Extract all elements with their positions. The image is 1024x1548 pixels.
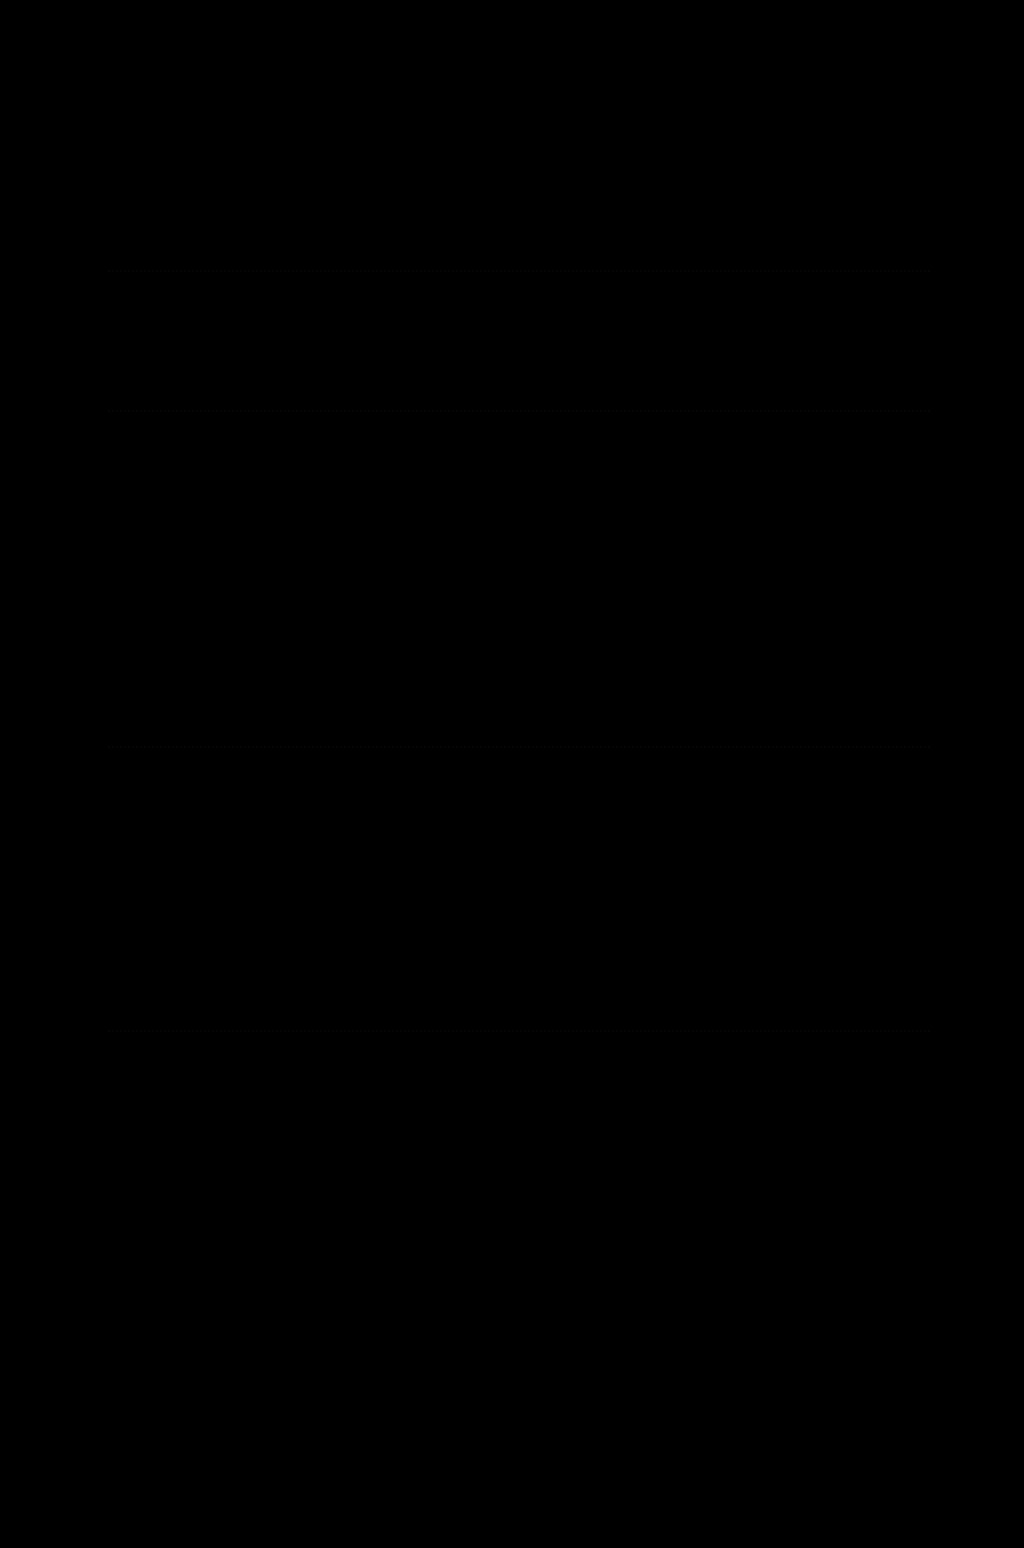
paragraph-continuation xyxy=(103,136,931,268)
paragraph-text: . Tento prvek můžeme podle téže věty vyjádřit v tvaru xyxy=(103,559,931,640)
paragraph-text: a opačného prvku − xyxy=(103,1199,931,1280)
paragraph-operace xyxy=(103,946,931,1034)
math-var: x xyxy=(382,767,398,804)
equation-1: a + x = b xyxy=(438,515,567,552)
math-expr: b − a xyxy=(542,1111,617,1148)
math-var: b xyxy=(888,1199,906,1236)
definition-text: . Tato grupa se jmenuje xyxy=(605,329,931,366)
definition-text: Definice 9. Prvek xyxy=(135,767,383,804)
math-vars: b, a xyxy=(878,1067,932,1104)
term-okruh: okruh xyxy=(526,329,606,366)
math-var: b xyxy=(449,1243,467,1280)
paragraph-text: množiny M přiřazuje nejvýše jeden rozdíl xyxy=(103,949,931,1030)
definition-text: M. xyxy=(401,373,449,410)
definition-9 xyxy=(103,764,931,808)
math-var: x xyxy=(498,485,514,522)
paragraph-takze xyxy=(103,1196,931,1284)
paragraph-text: (v tomto pořádku) a píšeme xyxy=(103,861,932,942)
equation-3: a + x = b, xyxy=(432,815,570,852)
paragraph-text: okruhu M existuje jediný rozdíl xyxy=(103,1111,543,1148)
paragraph-text: můžeme nahradit součtem prvku xyxy=(417,1199,889,1236)
math-vars: b, a xyxy=(579,861,635,898)
math-vars: a, b xyxy=(870,441,932,478)
equation-2: x = b + (−a), xyxy=(400,639,584,676)
paragraph-text: Podle věty 3 existuje ke každým dvěma prvkům xyxy=(135,441,871,478)
paragraph-text: a v důsledku komutativnosti sčítání také xyxy=(103,559,686,596)
paragraph-text: ∈ M, nazývá se xyxy=(459,993,691,1030)
separator-line xyxy=(108,1030,930,1036)
math-expr: b − a xyxy=(385,993,460,1030)
definition-text: Definice 8. Polookruh M, který je (komutativní) grupou vzhledem k sčítání, se nazývá xyxy=(103,285,931,366)
paragraph-text: . xyxy=(801,993,811,1030)
paragraph-text: označujeme názvem xyxy=(103,861,397,898)
term-aditivni-grupa: aditivní grupa okruhu xyxy=(103,373,402,410)
paragraph-text: ∈ M a že xyxy=(616,1111,751,1148)
paragraph-text: kde − xyxy=(103,683,180,720)
paragraph-text: prvků xyxy=(474,861,580,898)
separator-line xyxy=(108,746,930,752)
paragraph-kde xyxy=(103,680,931,724)
paragraph-text: je opačný prvek k prvku xyxy=(196,683,545,720)
paragraph-z-vety xyxy=(103,1064,931,1152)
paragraph-text: okruhu M právě jeden prvek xyxy=(103,485,499,522)
page-number: 39 xyxy=(894,1357,918,1383)
equation-4: x = b − a. xyxy=(432,901,570,938)
term-rozdil: rozdíl xyxy=(396,861,475,898)
equation-6: 0 − a = 0 + (−a) = −a; xyxy=(304,1283,629,1320)
math-vars: b, a xyxy=(532,949,597,986)
paragraph-text: Operace, která k prvkům xyxy=(135,949,533,986)
math-expr: x + a = b xyxy=(685,559,834,596)
term-odcitani: odčítání xyxy=(690,993,802,1030)
paragraph-text: ∈ M, pro který platí xyxy=(513,485,796,522)
math-var: a xyxy=(544,683,562,720)
paragraph-text: = 0, plyne odtud xyxy=(466,1243,699,1280)
separator-line xyxy=(108,270,930,276)
math-vars: b, a xyxy=(364,1199,418,1236)
paragraph-text: . Je-li xyxy=(365,1243,450,1280)
definition-8 xyxy=(103,282,931,414)
separator-line xyxy=(108,410,930,416)
math-var: a xyxy=(179,683,197,720)
definition-text: , pro který platí xyxy=(397,767,608,804)
paragraph-text: je právě jeden nulový prvek a v němž ke každému prvku existuje právě jeden opačný prvek, tj. polookruhy, které jsou vzhledem ke sčítání (komutativními) grupami. xyxy=(103,139,931,264)
paragraph-text: takže rozdíl prvků xyxy=(103,1199,365,1236)
equation-5: b − a = b + (−a), xyxy=(360,1151,602,1188)
paragraph-text: . xyxy=(561,683,570,720)
paragraph-komutativnost xyxy=(103,556,931,644)
paragraph-text: Z věty 3 tedy vyplývá, že ke každým dvěma prvkům xyxy=(135,1067,879,1104)
math-var: a xyxy=(348,1243,366,1280)
